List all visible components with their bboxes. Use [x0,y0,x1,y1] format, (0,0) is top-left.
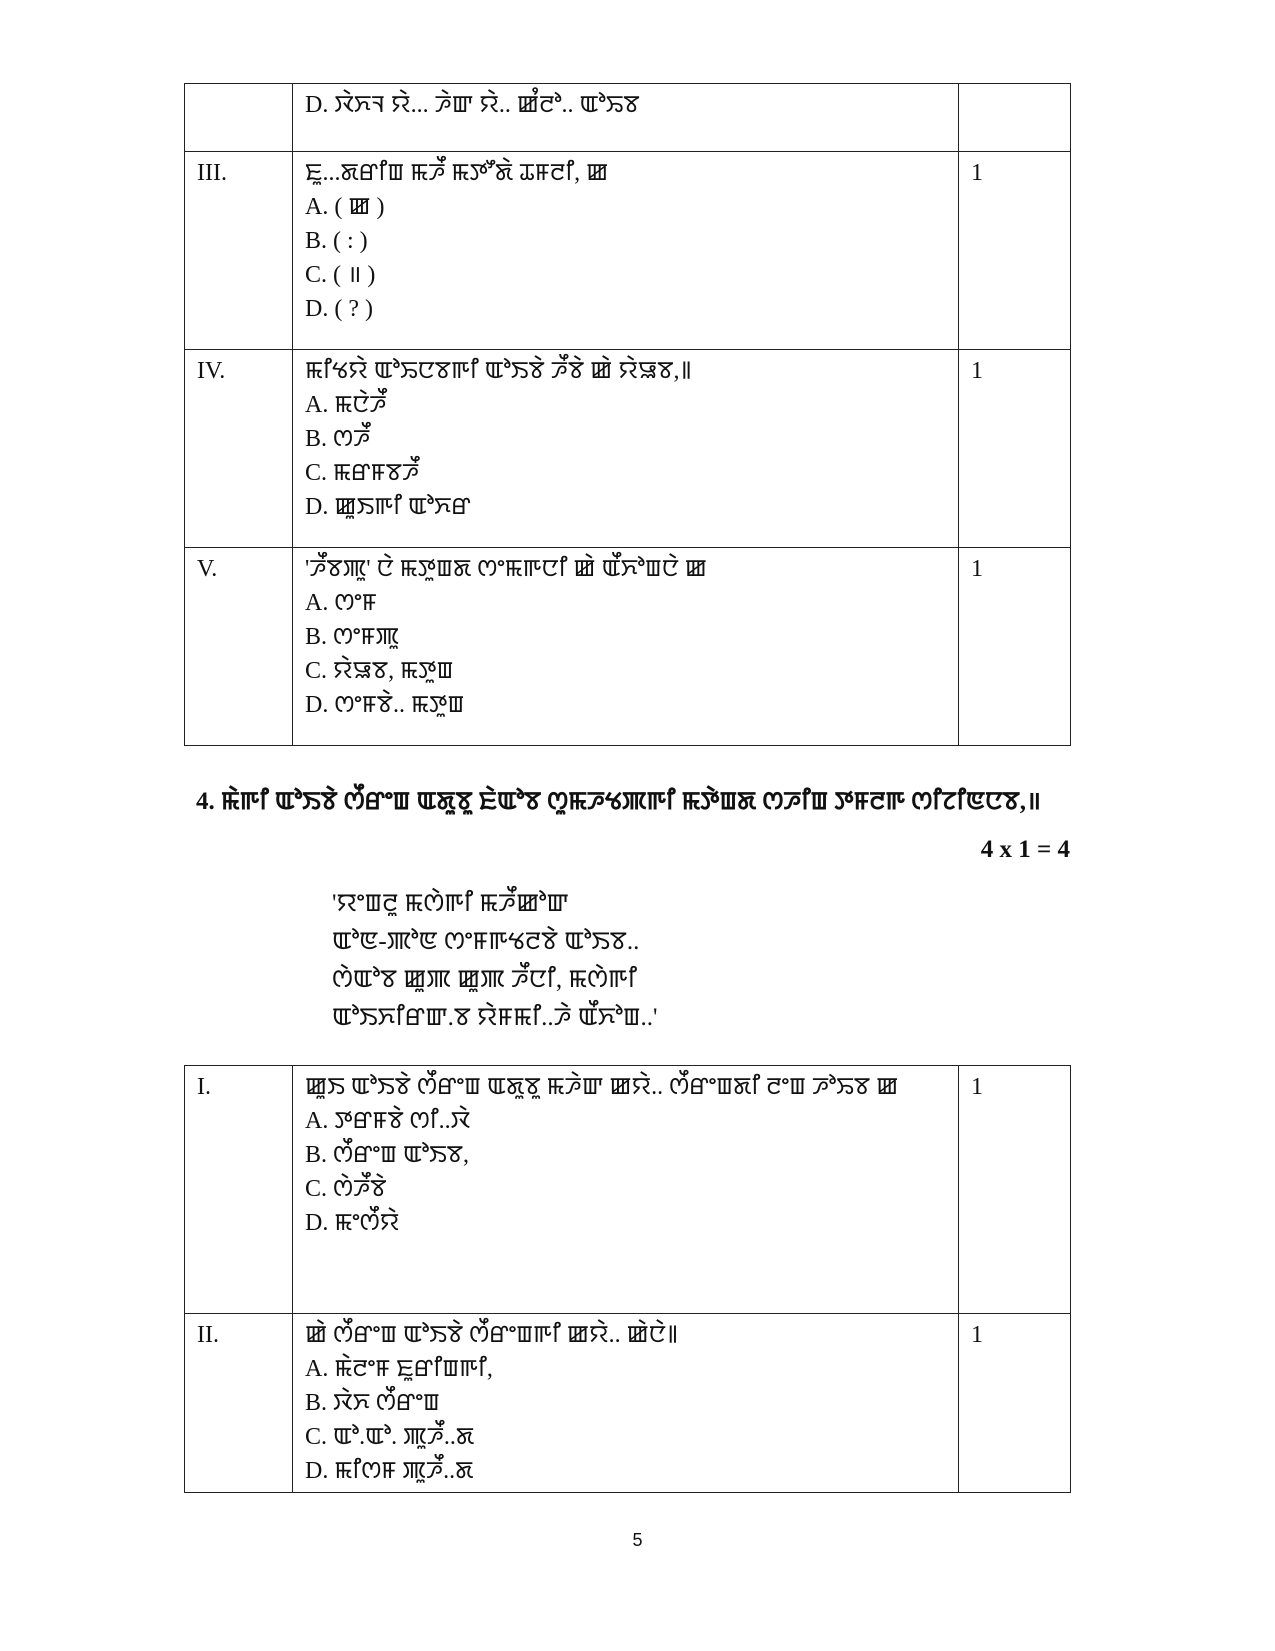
question-marks [959,84,1071,152]
option-c: C. ꯃꯔꯝꯕꯍꯩ [305,460,420,486]
poem-line: 'ꯌꯦꯡꯂꯨ ꯃꯁꯥꯒꯤ ꯃꯍꯩꯀꯣꯛ [332,890,569,917]
question-marks: 1 [959,1066,1071,1314]
option-b: B. ꯁꯩꯔꯦꯡ ꯑꯣꯏꯕ, [305,1142,470,1168]
option-c: C. ꯑꯣ.ꯑꯣ. ꯄꯨꯍꯩ..ꯗ [305,1424,475,1450]
question-text: ꯃꯤꯠꯌꯥ ꯑꯣꯢꯅꯕꯒꯤ ꯑꯣꯏꯕꯥ ꯍꯩꯕꯥ ꯀꯥ ꯌꯥꯎꯕ,꯫ [305,358,692,384]
table-row [185,1066,1071,1314]
question-number: IV. [185,350,293,548]
question-cell [293,84,959,152]
table-row [185,350,1071,548]
option-b: B. ꯁꯦꯝꯄꯨ [305,624,400,650]
option-a: A. ꯁꯦꯝ [305,590,377,616]
question-cell [293,1314,959,1493]
option-b: B. ꯁꯍꯩ [305,426,371,452]
option-d: D. ꯀꯨꯏꯒꯤ ꯑꯣꯈꯔ [305,494,471,520]
question-text: ꯀꯥ ꯁꯩꯔꯦꯡ ꯑꯣꯏꯕꯥ ꯁꯩꯔꯦꯡꯒꯤ ꯀꯌꯥ.. ꯀꯥꯅꯥ꯫ [305,1322,678,1348]
option-c: C. ( ॥ ) [305,262,376,288]
question-number: III. [185,152,293,350]
option-c: C. ꯁꯥꯍꯩꯕꯥ [305,1176,387,1202]
question-number: V. [185,548,293,746]
question-text: ꯀꯨꯏ ꯑꯣꯏꯕꯥ ꯁꯩꯔꯦꯡ ꯑꯗꯨꯕꯨ ꯃꯍꯥꯛ ꯀꯌꯥ.. ꯁꯩꯔꯦꯡꯗꯤ ꯂꯦꯡ ꯍꯣꯢꯕ ꯀ [305,1074,899,1100]
option-b: B. ( : ) [305,228,368,254]
section-heading: 4. ꯃꯥꯒꯤ ꯑꯣꯏꯕꯥ ꯁꯩꯔꯦꯡ ꯑꯗꯨꯕꯨ ꯐꯥꯑꯣꯕ ꯁꯨꯃꯍꯠꯄꯒꯤ ꯃꯇꯥꯡꯗ ꯁꯍꯤꯡ ꯇꯝꯂꯒ ꯁꯤꯖꯤꯟꯅꯕ,॥ [196,788,1041,815]
question-marks: 1 [959,350,1071,548]
poem-line: ꯑꯣꯏꯈꯤꯔꯛ.ꯕ ꯌꯥꯝꯃꯤ..ꯍꯥ ꯑꯩꯈꯣꯡ..' [332,1004,658,1031]
option-a: A. ꯇꯔꯝꯕꯥ ꯁꯤ..ꯋꯥ [305,1108,471,1134]
option-d: D. ꯁꯦꯝꯕꯥ.. ꯃꯇꯨꯡ [305,692,465,718]
question-marks: 1 [959,152,1071,350]
option-a: A. ( ꯀ ) [305,194,385,220]
poem-line: ꯑꯣꯟ-ꯄꯣꯟ ꯁꯦꯝꯒꯠꯂꯕꯥ ꯑꯣꯏꯕ.. [332,928,640,955]
question-number [185,84,293,152]
table-row [185,152,1071,350]
option-a: A. ꯃꯥꯂꯦꯝ ꯐꯨꯔꯤꯡꯒꯤ, [305,1356,493,1382]
question-cell [293,350,959,548]
option-d: D. ꯃꯦꯁꯩꯌꯥ [305,1210,400,1236]
option-a: A. ꯃꯅꯥꯍꯩ [305,392,387,418]
question-cell [293,1066,959,1314]
question-number: I. [185,1066,293,1314]
question-table-1 [184,83,1071,746]
poem-passage [332,885,658,1037]
question-text: ꯐꯨ...ꯗꯔꯤꯡ ꯃꯍꯩ ꯃꯇꯧꯗꯥ ꯊꯝꯂꯤ, ꯀ [305,160,609,186]
table-row [185,84,1071,152]
option-b: B. ꯋꯥꯈ ꯁꯩꯔꯦꯡ [305,1390,440,1416]
question-cell [293,152,959,350]
question-marks: 1 [959,1314,1071,1493]
question-marks: 1 [959,548,1071,746]
option-d: D. ꯋꯥꯈꯜ ꯌꯥ... ꯍꯥꯛ ꯌꯥ.. ꯀꯪꯂꯣ.. ꯑꯣꯢꯕ [305,92,640,118]
option-d: D. ( ? ) [305,296,373,322]
option-c: C. ꯌꯥꯎꯕ, ꯃꯇꯨꯡ [305,658,454,684]
question-cell [293,548,959,746]
page-number: 5 [632,1530,643,1550]
option-d: D. ꯃꯤꯁꯝ ꯄꯨꯍꯩ..ꯗ [305,1458,474,1484]
table-row [185,1314,1071,1493]
poem-line: ꯁꯥꯑꯣꯕ ꯀꯨꯄ ꯀꯨꯄ ꯍꯩꯅꯤ, ꯃꯁꯥꯒꯤ [332,966,637,993]
question-number: II. [185,1314,293,1493]
section-marks: 4 x 1 = 4 [980,836,1070,863]
question-text: 'ꯍꯩꯕꯄꯨ' ꯅꯥ ꯃꯇꯨꯡꯗ ꯁꯦꯃꯒꯅꯤ ꯀꯥ ꯑꯩꯈꯣꯡꯅꯥ ꯀ [305,556,707,582]
question-table-2 [184,1065,1071,1493]
table-row [185,548,1071,746]
